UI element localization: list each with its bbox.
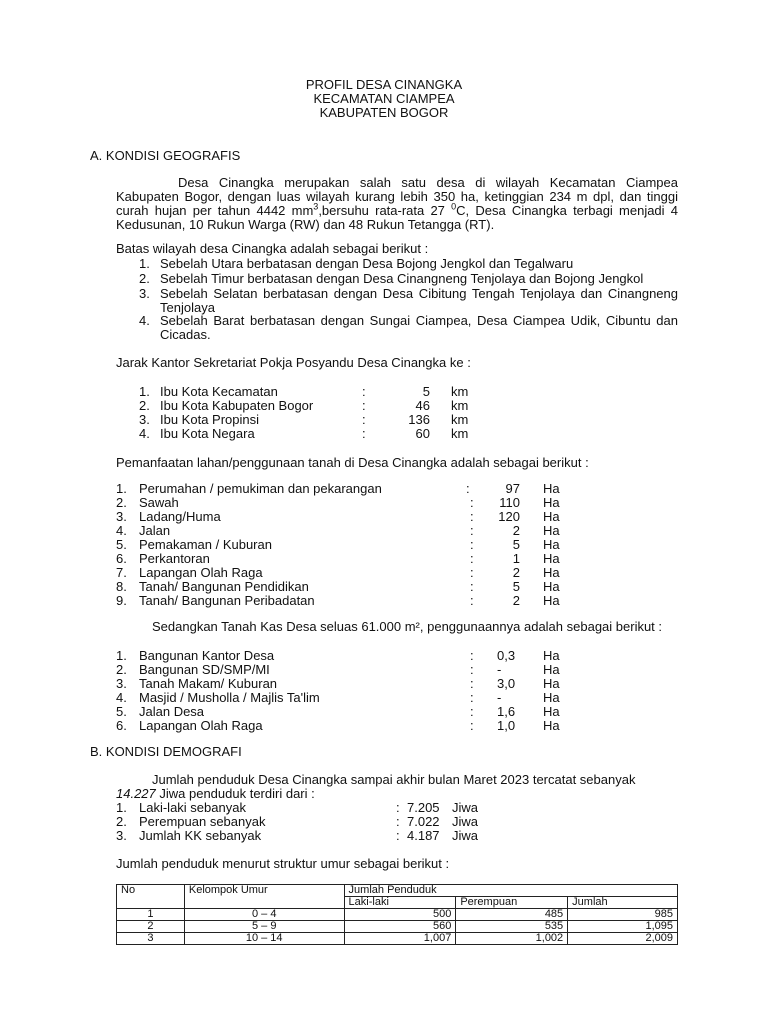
cell-perempuan: 485 xyxy=(456,909,568,921)
list-value: 7.205 xyxy=(407,800,440,815)
list-no: 2. xyxy=(116,662,127,677)
list-colon: : xyxy=(362,384,366,399)
list-unit: Ha xyxy=(543,551,560,566)
list-label: Lapangan Olah Raga xyxy=(139,565,263,580)
list-colon: : xyxy=(470,662,474,677)
list-unit: Ha xyxy=(543,662,560,677)
table-row xyxy=(117,933,678,945)
batas-item-no: 4. xyxy=(139,313,150,328)
doc-title-line-3: KABUPATEN BOGOR xyxy=(319,105,449,120)
list-no: 3. xyxy=(139,412,150,427)
list-value: 1,6 xyxy=(497,704,516,719)
list-colon: : xyxy=(362,426,366,441)
list-value: 136 xyxy=(408,412,430,427)
list-no: 9. xyxy=(116,593,127,608)
list-unit: km xyxy=(451,412,469,427)
list-value: 1 xyxy=(512,551,520,566)
list-label: Perempuan sebanyak xyxy=(139,814,266,829)
list-colon: : xyxy=(470,648,474,663)
list-label: Ibu Kota Propinsi xyxy=(160,412,260,427)
umur-intro: Jumlah penduduk menurut struktur umur sebagai berikut : xyxy=(116,856,450,871)
list-colon: : xyxy=(470,509,474,524)
list-colon: : xyxy=(470,523,474,538)
list-label: Laki-laki sebanyak xyxy=(139,800,246,815)
list-no: 3. xyxy=(116,676,127,691)
list-colon: : xyxy=(470,690,474,705)
header-jumlah-penduduk: Jumlah Penduduk xyxy=(344,885,677,897)
jarak-intro: Jarak Kantor Sekretariat Pokja Posyandu Desa Cinangka ke : xyxy=(116,355,471,370)
list-value: 0,3 xyxy=(497,648,516,663)
header-jumlah: Jumlah xyxy=(568,897,678,909)
list-label: Jalan xyxy=(139,523,171,538)
list-value: 5 xyxy=(422,384,430,399)
list-colon: : xyxy=(470,565,474,580)
list-no: 4. xyxy=(116,523,127,538)
list-value: 46 xyxy=(415,398,430,413)
list-label: Ibu Kota Negara xyxy=(160,426,255,441)
list-value: 2 xyxy=(512,565,520,580)
list-value: - xyxy=(497,662,502,677)
list-label: Tanah/ Bangunan Peribadatan xyxy=(139,593,315,608)
list-unit: km xyxy=(451,384,469,399)
list-colon: : xyxy=(466,481,470,496)
list-colon: : xyxy=(396,814,400,829)
list-no: 3. xyxy=(116,828,127,843)
list-unit: Jiwa xyxy=(452,828,479,843)
batas-item-text: Sebelah Timur berbatasan dengan Desa Cinangneng Tenjolaya dan Bojong Jengkol xyxy=(160,271,644,286)
list-label: Perkantoran xyxy=(139,551,210,566)
list-no: 7. xyxy=(116,565,127,580)
list-label: Lapangan Olah Raga xyxy=(139,718,263,733)
age-structure-table xyxy=(116,884,678,945)
list-label: Bangunan SD/SMP/MI xyxy=(139,662,270,677)
list-value: 97 xyxy=(505,481,520,496)
list-colon: : xyxy=(362,412,366,427)
list-unit: Ha xyxy=(543,690,560,705)
cell-perempuan: 535 xyxy=(456,921,568,933)
geografi-paragraph xyxy=(116,176,678,232)
list-colon: : xyxy=(470,495,474,510)
cell-laki: 1,007 xyxy=(344,933,456,945)
batas-item-no: 1. xyxy=(139,256,150,271)
list-label: Pemakaman / Kuburan xyxy=(139,537,272,552)
list-no: 5. xyxy=(116,704,127,719)
cell-kelompok: 5 – 9 xyxy=(184,921,344,933)
list-colon: : xyxy=(470,676,474,691)
cell-kelompok: 10 – 14 xyxy=(184,933,344,945)
cell-laki: 500 xyxy=(344,909,456,921)
geografi-text-3: C, Desa Cinangka terbagi menjadi 4 Kedusunan, 10 Rukun Warga (RW) dan 48 Rukun Tetangga (RT). xyxy=(116,203,678,232)
list-label: Perumahan / pemukiman dan pekarangan xyxy=(139,481,382,496)
list-no: 1. xyxy=(116,800,127,815)
batas-item-text: Sebelah Selatan berbatasan dengan Desa Cibitung Tengah Tenjolaya dan Cinangneng Tenjolaya xyxy=(160,286,678,315)
cell-no: 3 xyxy=(117,933,185,945)
list-unit: Ha xyxy=(543,509,560,524)
cell-jumlah: 985 xyxy=(568,909,678,921)
list-unit: Ha xyxy=(543,676,560,691)
list-label: Ibu Kota Kecamatan xyxy=(160,384,278,399)
table-header-row xyxy=(117,885,678,897)
list-unit: Ha xyxy=(543,565,560,580)
list-label: Tanah/ Bangunan Pendidikan xyxy=(139,579,309,594)
list-label: Bangunan Kantor Desa xyxy=(139,648,275,663)
list-colon: : xyxy=(362,398,366,413)
batas-item-text: Sebelah Utara berbatasan dengan Desa Bojong Jengkol dan Tegalwaru xyxy=(160,256,574,271)
list-no: 2. xyxy=(116,814,127,829)
superscript-0: 0 xyxy=(451,201,457,212)
list-label: Sawah xyxy=(139,495,179,510)
list-value: 110 xyxy=(499,495,520,510)
list-colon: : xyxy=(470,704,474,719)
demografi-line-2 xyxy=(116,787,315,801)
list-unit: Jiwa xyxy=(452,814,479,829)
list-colon: : xyxy=(470,537,474,552)
demografi-line-2-text: Jiwa penduduk terdiri dari : xyxy=(155,786,315,801)
list-value: 3,0 xyxy=(497,676,516,691)
batas-intro: Batas wilayah desa Cinangka adalah sebagai berikut : xyxy=(116,241,429,256)
doc-title-line-1: PROFIL DESA CINANGKA xyxy=(305,77,463,92)
header-laki-laki: Laki-laki xyxy=(344,897,456,909)
list-unit: Ha xyxy=(543,537,560,552)
list-colon: : xyxy=(470,551,474,566)
batas-item-no: 2. xyxy=(139,271,150,286)
list-unit: km xyxy=(451,398,469,413)
cell-no: 2 xyxy=(117,921,185,933)
superscript-3: 3 xyxy=(313,201,319,212)
table-row xyxy=(117,909,678,921)
header-perempuan: Perempuan xyxy=(456,897,568,909)
list-colon: : xyxy=(396,828,400,843)
list-value: 60 xyxy=(415,426,430,441)
list-unit: Ha xyxy=(543,704,560,719)
geografi-text-2: ,bersuhu rata-rata 27 xyxy=(318,203,452,218)
list-value: 2 xyxy=(512,593,520,608)
list-label: Jalan Desa xyxy=(139,704,205,719)
list-unit: Ha xyxy=(543,481,560,496)
list-no: 2. xyxy=(139,398,150,413)
batas-item-no: 3. xyxy=(139,286,150,301)
batas-item-text: Sebelah Barat berbatasan dengan Sungai Ciampea, Desa Ciampea Udik, Cibuntu dan Cicadas. xyxy=(160,313,678,342)
lahan-intro: Pemanfaatan lahan/penggunaan tanah di Desa Cinangka adalah sebagai berikut : xyxy=(116,455,589,470)
list-unit: Ha xyxy=(543,648,560,663)
list-value: 2 xyxy=(512,523,520,538)
list-value: 5 xyxy=(512,579,520,594)
list-no: 4. xyxy=(139,426,150,441)
list-unit: Ha xyxy=(543,718,560,733)
table-row xyxy=(117,921,678,933)
section-b-heading: B. KONDISI DEMOGRAFI xyxy=(90,744,242,759)
list-value: 5 xyxy=(512,537,520,552)
list-label: Ladang/Huma xyxy=(139,509,221,524)
list-value: 4.187 xyxy=(407,828,440,843)
list-no: 6. xyxy=(116,718,127,733)
list-value: 120 xyxy=(498,509,520,524)
cell-jumlah: 2,009 xyxy=(568,933,678,945)
list-no: 3. xyxy=(116,509,127,524)
list-value: 1,0 xyxy=(497,718,516,733)
list-unit: Ha xyxy=(543,495,560,510)
list-colon: : xyxy=(470,593,474,608)
list-unit: Ha xyxy=(543,579,560,594)
list-no: 1. xyxy=(116,648,127,663)
cell-perempuan: 1,002 xyxy=(456,933,568,945)
section-a-heading: A. KONDISI GEOGRAFIS xyxy=(90,148,241,163)
list-unit: km xyxy=(451,426,469,441)
cell-kelompok: 0 – 4 xyxy=(184,909,344,921)
list-label: Jumlah KK sebanyak xyxy=(139,828,262,843)
cell-no: 1 xyxy=(117,909,185,921)
geografi-text-1: Desa Cinangka merupakan salah satu desa di wilayah Kecamatan Ciampea Kabupaten Bogor, dengan luas wilayah kurang lebih 350 ha, ketinggian 234 m dpl, dan tinggi curah hujan per tahun 4442 mm xyxy=(116,175,678,218)
total-penduduk: 14.227 xyxy=(116,786,156,801)
list-no: 1. xyxy=(116,481,127,496)
doc-title-line-2: KECAMATAN CIAMPEA xyxy=(313,91,455,106)
list-no: 4. xyxy=(116,690,127,705)
list-no: 6. xyxy=(116,551,127,566)
list-label: Ibu Kota Kabupaten Bogor xyxy=(160,398,314,413)
list-colon: : xyxy=(470,718,474,733)
header-kelompok-umur: Kelompok Umur xyxy=(184,885,344,909)
list-unit: Ha xyxy=(543,593,560,608)
list-value: 7.022 xyxy=(407,814,440,829)
list-label: Tanah Makam/ Kuburan xyxy=(139,676,278,691)
cell-laki: 560 xyxy=(344,921,456,933)
header-no: No xyxy=(117,885,185,909)
list-no: 1. xyxy=(139,384,150,399)
list-label: Masjid / Musholla / Majlis Ta'lim xyxy=(139,690,320,705)
list-unit: Ha xyxy=(543,523,560,538)
kas-intro: Sedangkan Tanah Kas Desa seluas 61.000 m², penggunaannya adalah sebagai berikut : xyxy=(152,619,663,634)
list-colon: : xyxy=(396,800,400,815)
list-no: 2. xyxy=(116,495,127,510)
list-colon: : xyxy=(470,579,474,594)
list-no: 5. xyxy=(116,537,127,552)
list-value: - xyxy=(497,690,502,705)
list-no: 8. xyxy=(116,579,127,594)
demografi-line-1: Jumlah penduduk Desa Cinangka sampai akhir bulan Maret 2023 tercatat sebanyak xyxy=(152,772,636,787)
list-unit: Jiwa xyxy=(452,800,479,815)
cell-jumlah: 1,095 xyxy=(568,921,678,933)
